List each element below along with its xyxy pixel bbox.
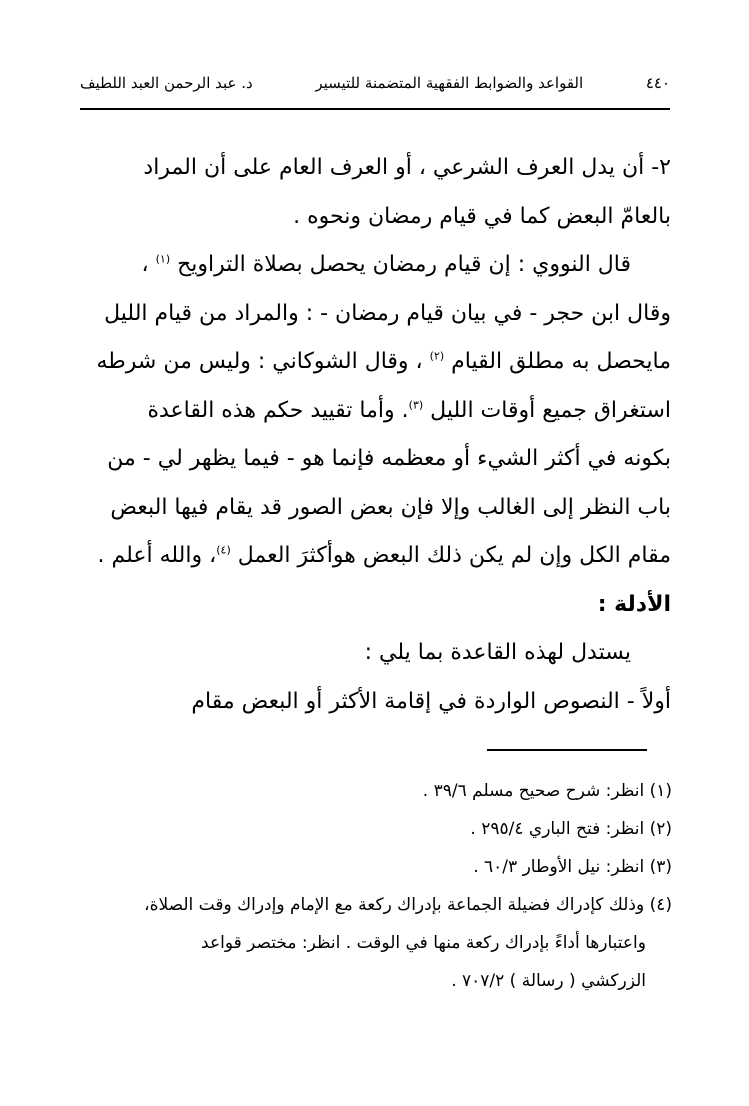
text-line-5 [74, 338, 671, 387]
text-line-5-main: مايحصل به مطلق القيام [451, 349, 671, 374]
text-line-6 [74, 387, 671, 436]
footnote-4-continued-1: واعتبارها أداءً بإدراك ركعة منها في الوقت . انظر: مختصر قواعد [201, 933, 646, 953]
header-author: د. عبد الرحمن العبد اللطيف [80, 74, 253, 92]
footnote-3: (٣) انظر: نيل الأوطار ٦٠/٣ . [473, 857, 672, 877]
text-line-3-tail: ، [141, 252, 149, 277]
text-line-5-tail: ، وقال الشوكاني : وليس من شرطه [96, 349, 423, 374]
text-line-1: ٢- أن يدل العرف الشرعي ، أو العرف العام على أن المراد [143, 155, 671, 180]
running-header [80, 74, 670, 92]
footnote-2: (٢) انظر: فتح الباري ٢٩٥/٤ . [470, 819, 672, 839]
text-line-3-main: قال النووي : إن قيام رمضان يحصل بصلاة التراويح [177, 252, 631, 277]
text-line-4: وقال ابن حجر - في بيان قيام رمضان - : والمراد من قيام الليل [104, 300, 671, 326]
footnote-4-continued-2: الزركشي ( رسالة ) ٧٠٧/٢ . [451, 971, 646, 991]
footnote-ref-2: (٢) [429, 349, 445, 363]
footnote-ref-4: (٤) [216, 543, 231, 557]
footnote-4: (٤) وذلك كإدراك فضيلة الجماعة بإدراك ركعة مع الإمام وإدراك وقت الصلاة، [144, 895, 672, 915]
text-line-9 [74, 532, 671, 581]
text-line-9-main: مقام الكل وإن لم يكن ذلك البعض هوأكثرَ العمل [237, 543, 671, 568]
footnote-ref-3: (٣) [408, 398, 424, 412]
footnotes [82, 772, 672, 1000]
text-line-6-main: استغراق جميع أوقات الليل [430, 397, 671, 423]
header-divider [80, 108, 670, 110]
text-line-8: باب النظر إلى الغالب وإلا فإن بعض الصور قد يقام فيها البعض [110, 494, 671, 520]
text-line-7: بكونه في أكثر الشيء أو معظمه فإنما هو - فيما يظهر لي - من [107, 446, 671, 471]
main-text [74, 144, 671, 726]
text-line-6-tail: . وأما تقييد حكم هذه القاعدة [147, 397, 409, 423]
footnote-ref-1: (١) [155, 252, 171, 266]
text-line-3 [74, 241, 671, 290]
text-line-9-tail: ، والله أعلم . [97, 543, 217, 568]
text-line-2: بالعامّ البعض كما في قيام رمضان ونحوه . [293, 203, 671, 229]
section-heading-evidence: الأدلة : [597, 591, 671, 617]
footnote-1: (١) انظر: شرح صحيح مسلم ٣٩/٦ . [422, 781, 672, 801]
footnote-divider [487, 749, 647, 751]
header-book-title: القواعد والضوابط الفقهية المتضمنة للتيسير [315, 74, 584, 92]
header-page-number: ٤٤٠ [645, 74, 670, 92]
text-line-12: أولاً - النصوص الواردة في إقامة الأكثر أو البعض مقام [191, 688, 671, 714]
text-line-11: يستدل لهذه القاعدة بما يلي : [364, 640, 631, 665]
